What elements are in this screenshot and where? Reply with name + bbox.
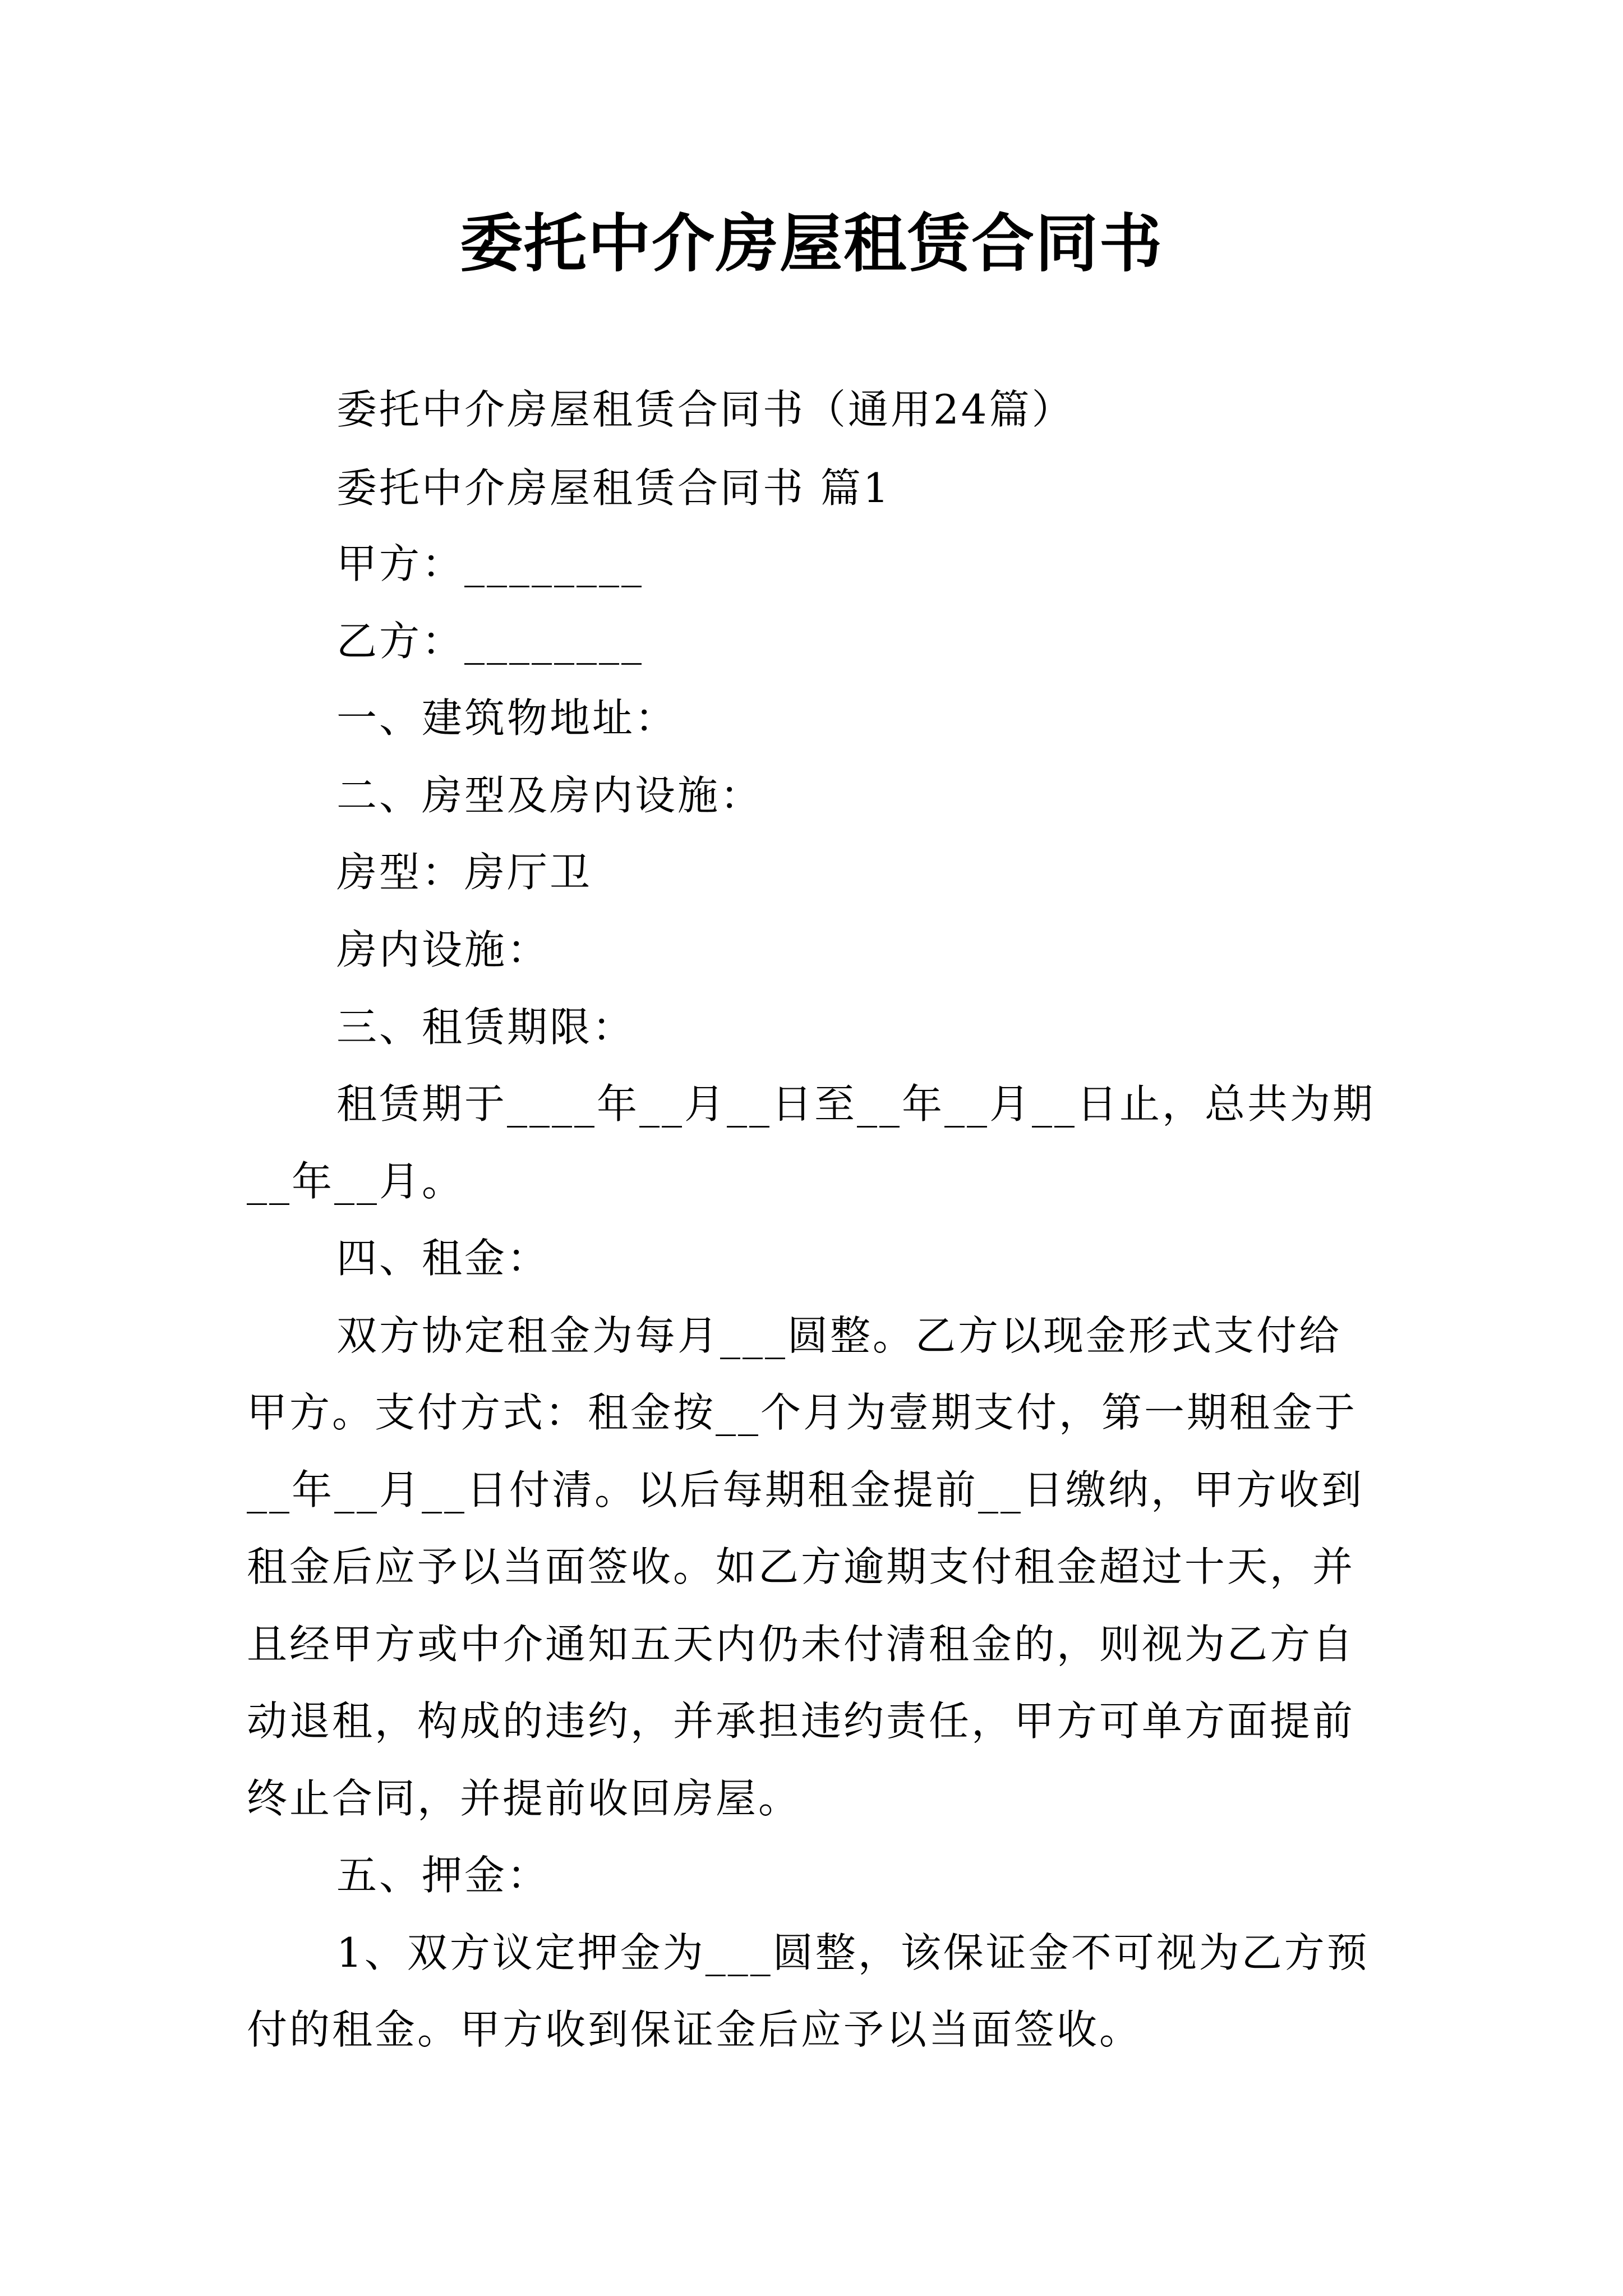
rent-paragraph-line-2: 甲方。支付方式：租金按__个月为壹期支付，第一期租金于	[247, 1389, 1358, 1436]
room-type-line: 房型：房厅卫	[336, 849, 593, 896]
clause-deposit-heading: 五、押金：	[336, 1852, 550, 1899]
clause-room-heading: 二、房型及房内设施：	[336, 772, 763, 819]
deposit-paragraph-line-2: 付的租金。甲方收到保证金后应予以当面签收。	[247, 2006, 1142, 2053]
subtitle-line: 委托中介房屋租赁合同书（通用24篇）	[336, 386, 1075, 433]
rent-paragraph-line-4: 租金后应予以当面签收。如乙方逾期支付租金超过十天，并	[247, 1543, 1355, 1590]
rent-paragraph-line-3: __年__月__日付清。以后每期租金提前__日缴纳，甲方收到	[247, 1466, 1364, 1513]
deposit-paragraph-line-1: 1、双方议定押金为___圆整，该保证金不可视为乙方预	[336, 1929, 1370, 1976]
rent-paragraph-line-6: 动退租，构成的违约，并承担违约责任，甲方可单方面提前	[247, 1697, 1355, 1745]
document-title: 委托中介房屋租赁合同书	[460, 207, 1163, 280]
clause-address-heading: 一、建筑物地址：	[336, 694, 678, 742]
term-paragraph-line-1: 租赁期于____年__月__日至__年__月__日止，总共为期	[336, 1080, 1376, 1128]
clause-rent-heading: 四、租金：	[336, 1235, 550, 1282]
clause-term-heading: 三、租赁期限：	[336, 1004, 635, 1051]
rent-paragraph-line-1: 双方协定租金为每月___圆整。乙方以现金形式支付给	[336, 1312, 1342, 1359]
rent-paragraph-line-5: 且经甲方或中介通知五天内仍未付清租金的，则视为乙方自	[247, 1621, 1355, 1668]
term-paragraph-line-2: __年__月。	[247, 1158, 465, 1205]
party-a-line: 甲方：________	[336, 540, 644, 587]
section-heading-line: 委托中介房屋租赁合同书 篇1	[336, 464, 891, 512]
party-b-line: 乙方：________	[336, 618, 644, 665]
room-facilities-line: 房内设施：	[336, 926, 550, 973]
rent-paragraph-line-7: 终止合同，并提前收回房屋。	[247, 1775, 801, 1822]
